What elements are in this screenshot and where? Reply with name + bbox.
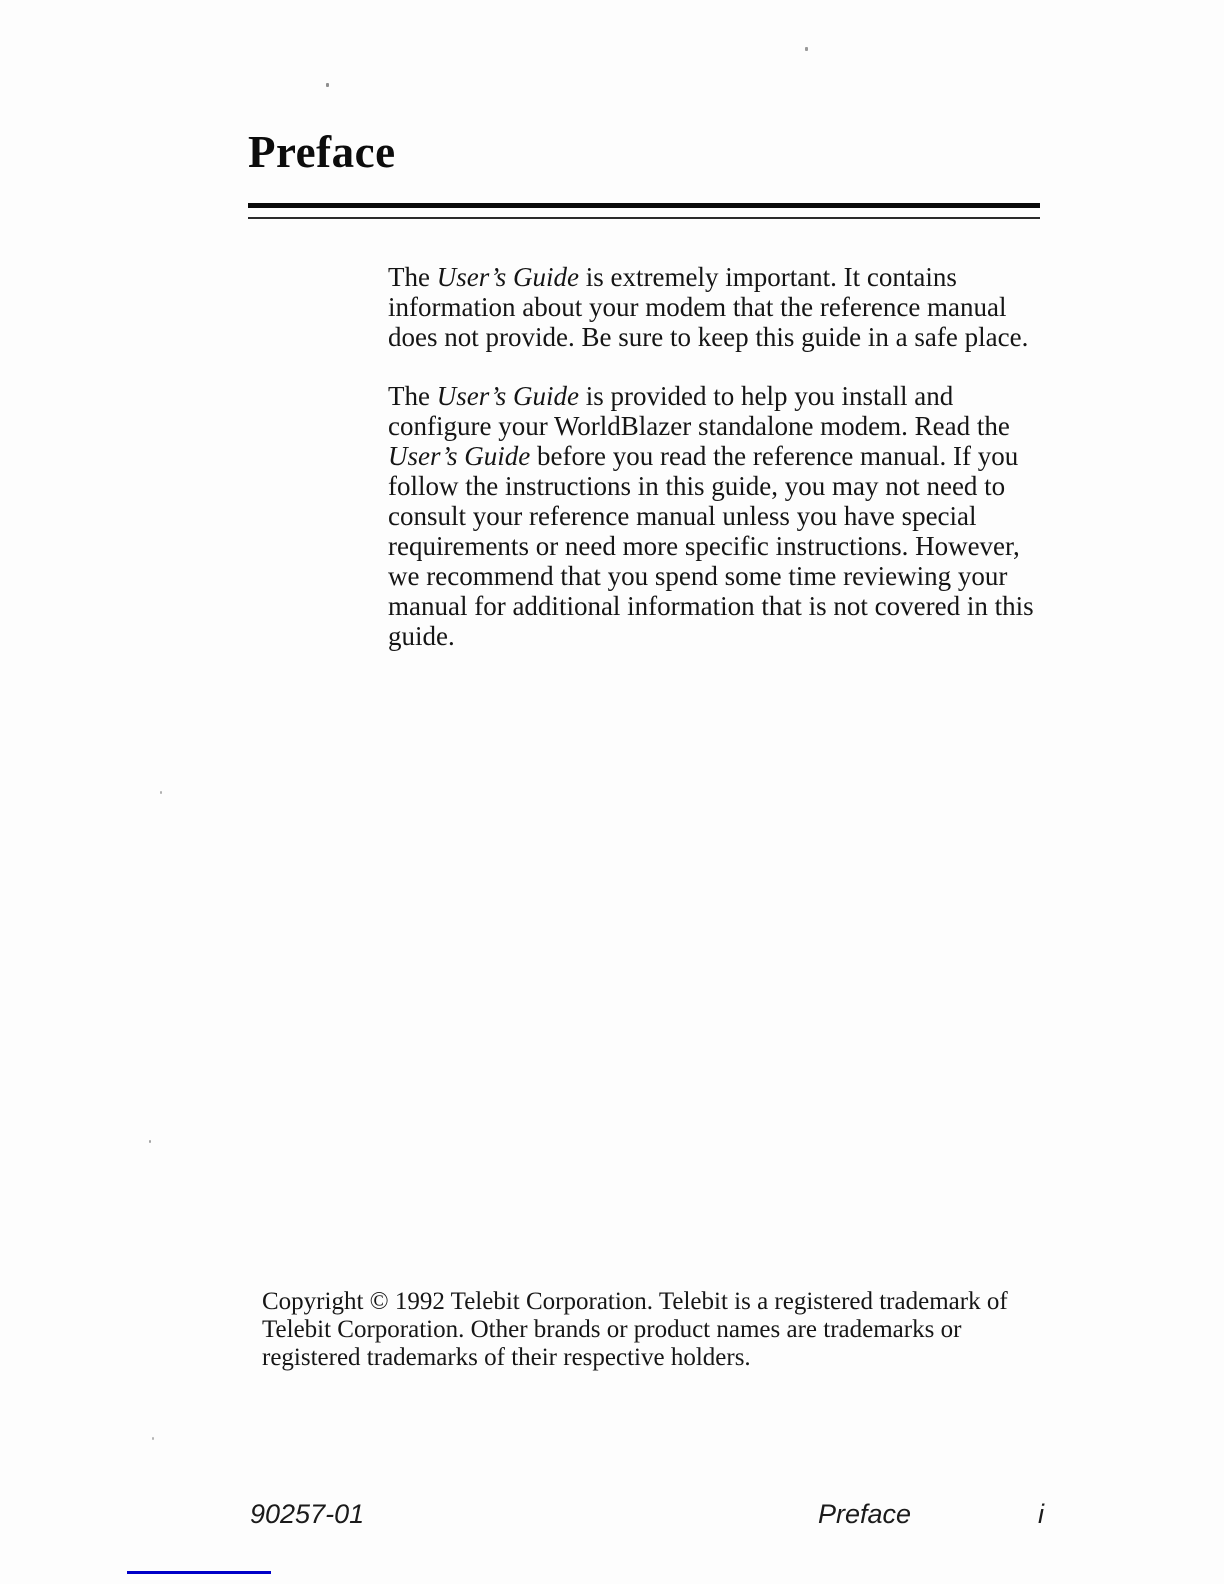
italic-text-segment: User’s Guide bbox=[388, 441, 531, 471]
footer-section-name: Preface bbox=[818, 1499, 912, 1529]
scan-artifact bbox=[149, 1140, 151, 1143]
italic-text-segment: User’s Guide bbox=[436, 381, 579, 411]
page-title: Preface bbox=[248, 127, 396, 177]
scan-artifact bbox=[160, 791, 162, 794]
scan-artifact bbox=[805, 47, 808, 51]
text-segment: before you read the reference manual. If you follow the instructions in this guide, you may not need to consult your reference manual unless you have special requirements or need more specific instructions. However, we recommend that you spend some time reviewing your manual for additional information that is not covered in this guide. bbox=[388, 441, 1034, 651]
footer-document-number: 90257-01 bbox=[250, 1499, 365, 1529]
scan-artifact bbox=[326, 83, 329, 87]
scan-artifact bbox=[152, 1437, 154, 1440]
footer-page-number: i bbox=[1038, 1499, 1044, 1529]
bottom-blue-line bbox=[127, 1571, 271, 1574]
body-paragraph bbox=[388, 381, 1046, 651]
title-rule bbox=[248, 203, 1040, 219]
text-segment: is extremely important. It contains information about your modem that the reference manual does not provide. Be sure to keep this guide in a safe place. bbox=[388, 262, 1029, 352]
body-paragraph bbox=[388, 262, 1046, 352]
text-segment: The bbox=[388, 262, 437, 292]
text-segment: The bbox=[388, 381, 437, 411]
page-footer bbox=[0, 1499, 1224, 1533]
body-text bbox=[388, 262, 1046, 651]
italic-text-segment: User’s Guide bbox=[436, 262, 579, 292]
copyright-notice: Copyright © 1992 Telebit Corporation. Telebit is a registered trademark of Telebit Corporation. Other brands or product names are trademarks or registered trademarks of their respective holders. bbox=[262, 1288, 1008, 1371]
text-segment: is provided to help you install and configure your WorldBlazer standalone modem. Read the bbox=[388, 381, 1010, 441]
